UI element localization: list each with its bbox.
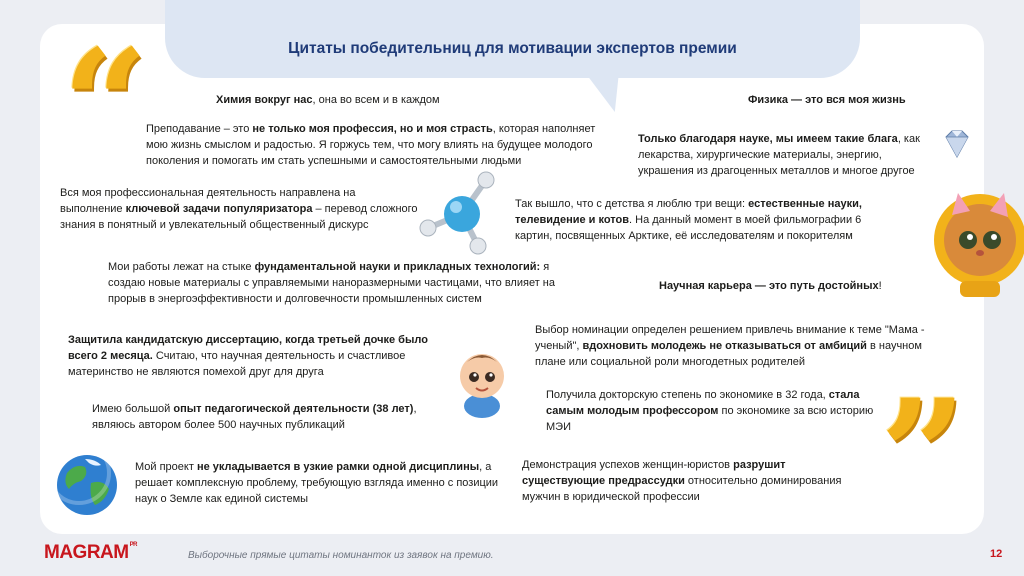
gold-close-quote-icon: ” bbox=[880, 367, 967, 543]
quote-physics: Физика — это вся моя жизнь bbox=[748, 94, 906, 106]
quote-science-benefits: Только благодаря науке, мы имеем такие блага, как лекарства, хирургические материалы, энергию, украшения из драгоценных металлов и многое другое bbox=[638, 133, 920, 177]
footnote: Выборочные прямые цитаты номинанток из заявок на премию. bbox=[188, 550, 494, 561]
molecule-icon bbox=[418, 170, 500, 258]
cat-astronaut-icon bbox=[920, 185, 1024, 300]
page-number: 12 bbox=[990, 548, 1003, 560]
quote-career: Научная карьера — это путь достойных! bbox=[659, 280, 882, 292]
magram-logo: $MAGRAM^{PR}$ bbox=[44, 542, 137, 563]
page-title: Цитаты победительниц для мотивации экспертов премии bbox=[288, 40, 737, 57]
quote-teaching: Преподавание – это не только моя профессия, но и моя страсть, которая наполняет мою жизнь смыслом и радостью. Я горжусь тем, что могу влиять на будущее молодого поколения и помогать им стать успешными и самостоятельными людьми bbox=[146, 123, 596, 167]
quote-pedagogy: Имею большой опыт педагогической деятельности (38 лет), являюсь автором более 500 научных публикаций bbox=[92, 403, 417, 431]
baby-icon bbox=[453, 346, 511, 418]
quote-nanomaterials: Мои работы лежат на стыке фундаментальной науки и прикладных технологий: я создаю новые материалы с управляемыми наноразмерными частицами, что влияет на прорыв в энергоэффективности и долговечности промышленных систем bbox=[108, 261, 555, 305]
gold-open-quote-icon: “ bbox=[62, 17, 149, 193]
title-banner bbox=[165, 0, 860, 78]
diamond-icon bbox=[940, 127, 974, 161]
quote-young-professor: Получила докторскую степень по экономике в 32 года, стала самым молодым профессором по экономике за всю историю МЭИ bbox=[546, 389, 874, 433]
quote-dissertation: Защитила кандидатскую диссертацию, когда третьей дочке было всего 2 месяца. Считаю, что научная деятельность и счастливое материнство не являются помехой друг для друга bbox=[68, 334, 428, 378]
quote-women-lawyers: Демонстрация успехов женщин-юристов разрушит существующие предрассудки относительно доминирования мужчин в юридической профессии bbox=[522, 459, 842, 503]
quote-popularizer: Вся моя профессиональная деятельность направлена на выполнение ключевой задачи популяризатора – перевод сложного знания в понятный и увлекательный общественный дискурс bbox=[60, 187, 418, 231]
quote-films-cats: Так вышло, что с детства я люблю три вещи: естественные науки, телевидение и котов. На данный момент в моей фильмографии 6 картин, посвященных Арктике, её исследователям и покорителям bbox=[515, 198, 862, 242]
quote-earth-sciences: Мой проект не укладывается в узкие рамки одной дисциплины, а решает комплексную проблему, требующую взгляда именно с позиции наук о Земле как единой системы bbox=[135, 461, 499, 505]
earth-globe-icon bbox=[55, 453, 119, 517]
quote-chemistry: Химия вокруг нас, она во всем и в каждом bbox=[216, 94, 440, 106]
quote-mom-scientist: Выбор номинации определен решением привлечь внимание к теме "Мама - ученый", вдохновить молодежь не отказываться от амбиций в научном плане или социальной роли многодетных родителей bbox=[535, 324, 925, 368]
